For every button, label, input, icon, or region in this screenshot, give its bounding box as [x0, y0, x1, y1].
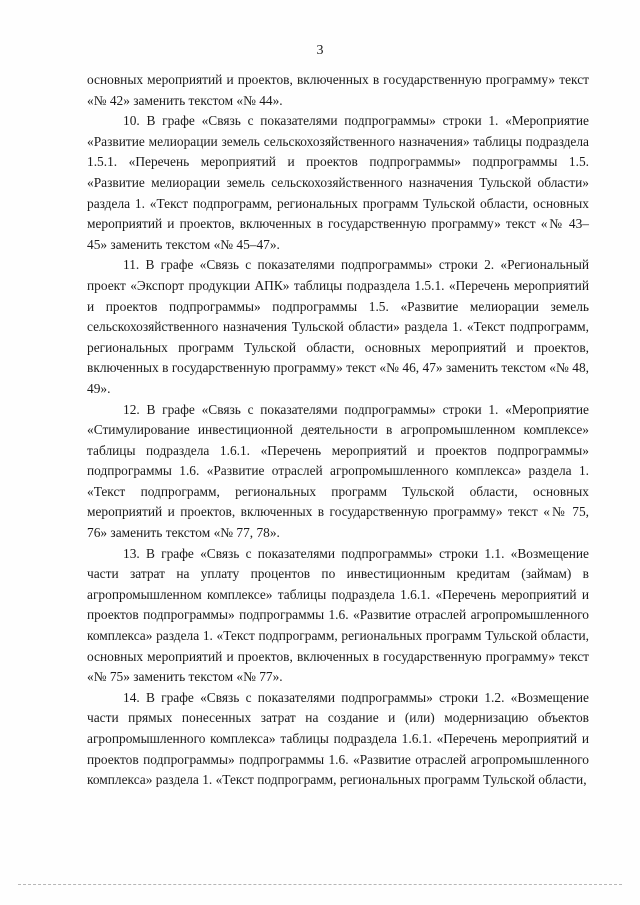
page-number: 3	[316, 43, 324, 58]
footer-divider	[18, 884, 622, 885]
paragraph-item-14: 14. В графе «Связь с показателями подпрограммы» строки 1.2. «Возмещение части прямых понесенных затрат на создание и (или) модернизацию объектов агропромышленного комплекса» таблицы подраздела 1.6.1. «Перечень мероприятий и проектов подпрограммы» подпрограммы 1.6. «Развитие отраслей агропромышленного комплекса» раздела 1. «Текст подпрограмм, региональных программ Тульской области,	[87, 689, 589, 788]
paragraph-item-11: 11. В графе «Связь с показателями подпрограммы» строки 2. «Региональный проект «Экспорт продукции АПК» таблицы подраздела 1.5.1. «Перечень мероприятий и проектов подпрограммы» подпрограммы 1.5. «Развитие мелиорации земель сельскохозяйственного назначения Тульской области» раздела 1. «Текст подпрограмм, региональных программ Тульской области, основных мероприятий и проектов, включенных в государственную программу» текст «№ 46, 47» заменить текстом «№ 48, 49».	[87, 257, 589, 396]
paragraph-continuation: основных мероприятий и проектов, включенных в государственную программу» текст «№ 42» заменить текстом «№ 44».	[87, 72, 589, 108]
paragraph-item-13: 13. В графе «Связь с показателями подпрограммы» строки 1.1. «Возмещение части затрат на уплату процентов по инвестиционным кредитам (займам) в агропромышленном комплексе» таблицы подраздела 1.6.1. «Перечень мероприятий и проектов подпрограммы» подпрограммы 1.6. «Развитие отраслей агропромышленного комплекса» раздела 1. «Текст подпрограмм, региональных программ Тульской области, основных мероприятий и проектов, включенных в государственную программу» текст «№ 75» заменить текстом «№ 77».	[87, 545, 589, 685]
paragraph-item-12: 12. В графе «Связь с показателями подпрограммы» строки 1. «Мероприятие «Стимулирование инвестиционной деятельности в агропромышленном комплексе» таблицы подраздела 1.6.1. «Перечень мероприятий и проектов подпрограммы» подпрограммы 1.6. «Развитие отраслей агропромышленного комплекса» раздела 1. «Текст подпрограмм, региональных программ Тульской области, основных мероприятий и проектов, включенных в государственную программу» текст «№ 75, 76» заменить текстом «№ 77, 78».	[87, 401, 589, 541]
paragraph-item-10: 10. В графе «Связь с показателями подпрограммы» строки 1. «Мероприятие «Развитие мелиорации земель сельскохозяйственного назначения» таблицы подраздела 1.5.1. «Перечень мероприятий и проектов подпрограммы» подпрограммы 1.5. «Развитие мелиорации земель сельскохозяйственного назначения Тульской области» раздела 1. «Текст подпрограмм, региональных программ Тульской области, основных мероприятий и проектов, включенных в государственную программу» текст «№ 43–45» заменить текстом «№ 45–47».	[87, 113, 589, 252]
document-body	[87, 70, 589, 791]
